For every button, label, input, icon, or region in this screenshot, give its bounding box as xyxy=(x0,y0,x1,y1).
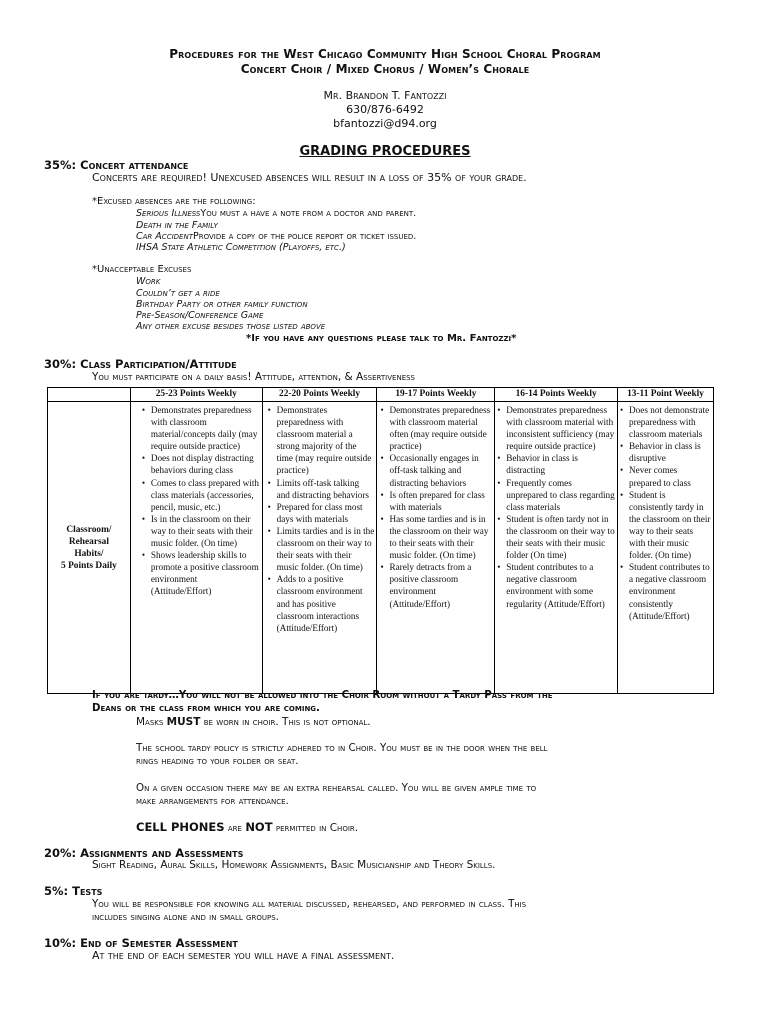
criteria-item: • Occasionally engages in off-task talking and distracting behaviors xyxy=(389,452,492,488)
rubric-column-header: 19-17 Points Weekly xyxy=(377,388,495,402)
unacceptable-item: Pre-Season/Conference Game xyxy=(136,310,264,321)
criteria-list xyxy=(131,404,260,598)
concert-attendance-statement: Concerts are required! Unexcused absences will result in a loss of 35% of your grade. xyxy=(92,171,527,184)
criteria-item: • Behavior in class is distracting xyxy=(506,452,615,476)
criteria-list xyxy=(377,404,492,610)
criteria-item: • Frequently comes unprepared to class regarding class materials xyxy=(506,477,615,513)
excused-absences-title: *Excused absences are the following: xyxy=(92,196,256,207)
grading-procedures-heading: GRADING PROCEDURES xyxy=(299,144,471,159)
criteria-item: • Demonstrates preparedness with classroom material/concepts daily (may require outside practice) xyxy=(151,404,260,452)
not-emphasis: NOT xyxy=(245,820,273,834)
rubric-column-header: 13-11 Point Weekly xyxy=(618,388,714,402)
tardy-policy-line-1: The school tardy policy is strictly adhered to in Choir. You must be in the door when the bell xyxy=(136,742,548,754)
masks-text: be worn in choir. This is not optional. xyxy=(200,716,371,728)
criteria-item: • Is often prepared for class with materials xyxy=(389,489,492,513)
excused-text: You must a have a note from a doctor and parent. xyxy=(200,208,417,219)
concert-attendance-title: 35%: Concert attendance xyxy=(44,158,189,172)
criteria-item: • Demonstrates preparedness with classroom material often (may require outside practice) xyxy=(389,404,492,452)
rubric-corner-cell xyxy=(48,388,131,402)
questions-note: *If you have any questions please talk to Mr. Fantozzi* xyxy=(246,333,517,344)
rubric-cell-16-14 xyxy=(495,402,618,694)
rehearsal-line-2: make arrangements for attendance. xyxy=(136,795,289,807)
criteria-item: • Has some tardies and is in the classroom on their way to their seats with their music folder. (On time) xyxy=(389,513,492,561)
criteria-list xyxy=(618,404,711,622)
semester-assessment-title: 10%: End of Semester Assessment xyxy=(44,936,238,950)
criteria-item: • Student is often tardy not in the classroom on their way to their seats with their music folder (On time) xyxy=(506,513,615,561)
cell-phones-text: permitted in Choir. xyxy=(272,822,359,834)
criteria-item: • Never comes prepared to class xyxy=(629,464,711,488)
excused-item-illness xyxy=(136,208,416,219)
criteria-item: • Comes to class prepared with class materials (accessories, pencil, music, etc.) xyxy=(151,477,260,513)
rubric-column-header: 25-23 Points Weekly xyxy=(130,388,262,402)
unacceptable-item: Couldn’t get a ride xyxy=(136,288,220,299)
rubric-column-header: 16-14 Points Weekly xyxy=(495,388,618,402)
rubric-body-row xyxy=(48,402,714,694)
masks-rule xyxy=(136,716,371,728)
criteria-item: • Does not demonstrate preparedness with classroom materials xyxy=(629,404,711,440)
unacceptable-excuses-title: *Unacceptable Excuses xyxy=(92,264,192,275)
rubric-cell-25-23 xyxy=(130,402,262,694)
criteria-list xyxy=(495,404,615,610)
rubric-column-header: 22-20 Points Weekly xyxy=(262,388,377,402)
participation-statement: You must participate on a daily basis! Attitude, attention, & Assertiveness xyxy=(92,371,415,383)
director-email: bfantozzi@d94.org xyxy=(333,117,437,130)
document-title-line-2: Concert Choir / Mixed Chorus / Women’s Chorale xyxy=(240,62,530,76)
row-header-line: Rehearsal xyxy=(68,536,109,547)
row-header-line: Classroom/ xyxy=(66,524,112,535)
unacceptable-item: Any other excuse besides those listed above xyxy=(136,321,326,332)
rubric-cell-13-11 xyxy=(618,402,714,694)
criteria-item: • Student contributes to a negative classroom environment with some regularity (Attitude/Effort) xyxy=(506,561,615,609)
masks-text: Masks xyxy=(136,716,167,728)
excused-item-death: Death in the Family xyxy=(136,220,218,231)
excused-item-car-accident xyxy=(136,231,416,242)
unacceptable-item: Work xyxy=(136,276,161,287)
rubric-row-header xyxy=(48,402,131,694)
excused-label: Car Accident xyxy=(136,231,193,242)
criteria-item: • Demonstrates preparedness with classroom material with inconsistent sufficiency (may require outside practice) xyxy=(506,404,615,452)
tardy-rule-line-1: If you are tardy…You will not be allowed into the Choir Room without a Tardy Pass from the xyxy=(92,690,553,701)
criteria-item: • Behavior in class is disruptive xyxy=(629,440,711,464)
excused-item-ihsa: IHSA State Athletic Competition (Playoffs, etc.) xyxy=(136,242,346,253)
row-header-line: 5 Points Daily xyxy=(61,560,117,571)
rehearsal-line-1: On a given occasion there may be an extra rehearsal called. You will be given ample time to xyxy=(136,782,537,794)
participation-rubric-table xyxy=(47,387,714,694)
tardy-policy-line-2: rings heading to your folder or seat. xyxy=(136,755,299,767)
criteria-item: • Rarely detracts from a positive classroom environment (Attitude/Effort) xyxy=(389,561,492,609)
cell-phones-text: are xyxy=(224,822,246,834)
row-header-line: Habits/ xyxy=(74,548,104,559)
semester-assessment-text: At the end of each semester you will have a final assessment. xyxy=(92,949,395,962)
masks-emphasis: MUST xyxy=(166,716,201,728)
tests-title: 5%: Tests xyxy=(44,884,103,898)
unacceptable-item: Birthday Party or other family function xyxy=(136,299,308,310)
participation-title: 30%: Class Participation/Attitude xyxy=(44,357,237,371)
director-name: Mr. Brandon T. Fantozzi xyxy=(323,89,447,102)
criteria-item: • Adds to a positive classroom environment and has positive classroom interactions (Attitude/Effort) xyxy=(277,573,375,633)
cell-phones-emphasis: CELL PHONES xyxy=(136,820,225,834)
criteria-item: • Prepared for class most days with materials xyxy=(277,501,375,525)
criteria-item: • Demonstrates preparedness with classroom material a strong majority of the time (may require outside practice) xyxy=(277,404,375,477)
criteria-item: • Student is consistently tardy in the classroom on their way to their seats with their music folder. (On time) xyxy=(629,489,711,562)
rubric-cell-19-17 xyxy=(377,402,495,694)
tests-line-2: includes singing alone and in small groups. xyxy=(92,911,279,923)
assignments-text: Sight Reading, Aural Skills, Homework Assignments, Basic Musicianship and Theory Skills. xyxy=(92,859,496,871)
criteria-item: • Limits tardies and is in the classroom on their way to their seats with their music folder. (On time) xyxy=(277,525,375,573)
criteria-item: • Is in the classroom on their way to their seats with their music folder. (On time) xyxy=(151,513,260,549)
criteria-list xyxy=(263,404,375,634)
tardy-rule-line-2: Deans or the class from which you are coming. xyxy=(92,703,320,714)
rubric-header-row xyxy=(48,388,714,402)
assignments-title: 20%: Assignments and Assessments xyxy=(44,846,244,860)
excused-label: Serious Illness xyxy=(136,208,201,219)
cell-phones-rule xyxy=(136,820,358,834)
tests-line-1: You will be responsible for knowing all material discussed, rehearsed, and performed in class. This xyxy=(92,898,527,910)
criteria-item: • Does not display distracting behaviors during class xyxy=(151,452,260,476)
director-phone: 630/876-6492 xyxy=(346,103,424,116)
criteria-item: • Shows leadership skills to promote a positive classroom environment (Attitude/Effort) xyxy=(151,549,260,597)
rubric-cell-22-20 xyxy=(262,402,377,694)
criteria-item: • Student contributes to a negative classroom environment consistently (Attitude/Effort) xyxy=(629,561,711,621)
excused-text: Provide a copy of the police report or ticket issued. xyxy=(192,231,417,242)
criteria-item: • Limits off-task talking and distracting behaviors xyxy=(277,477,375,501)
document-title-line-1: Procedures for the West Chicago Community High School Choral Program xyxy=(169,47,601,61)
